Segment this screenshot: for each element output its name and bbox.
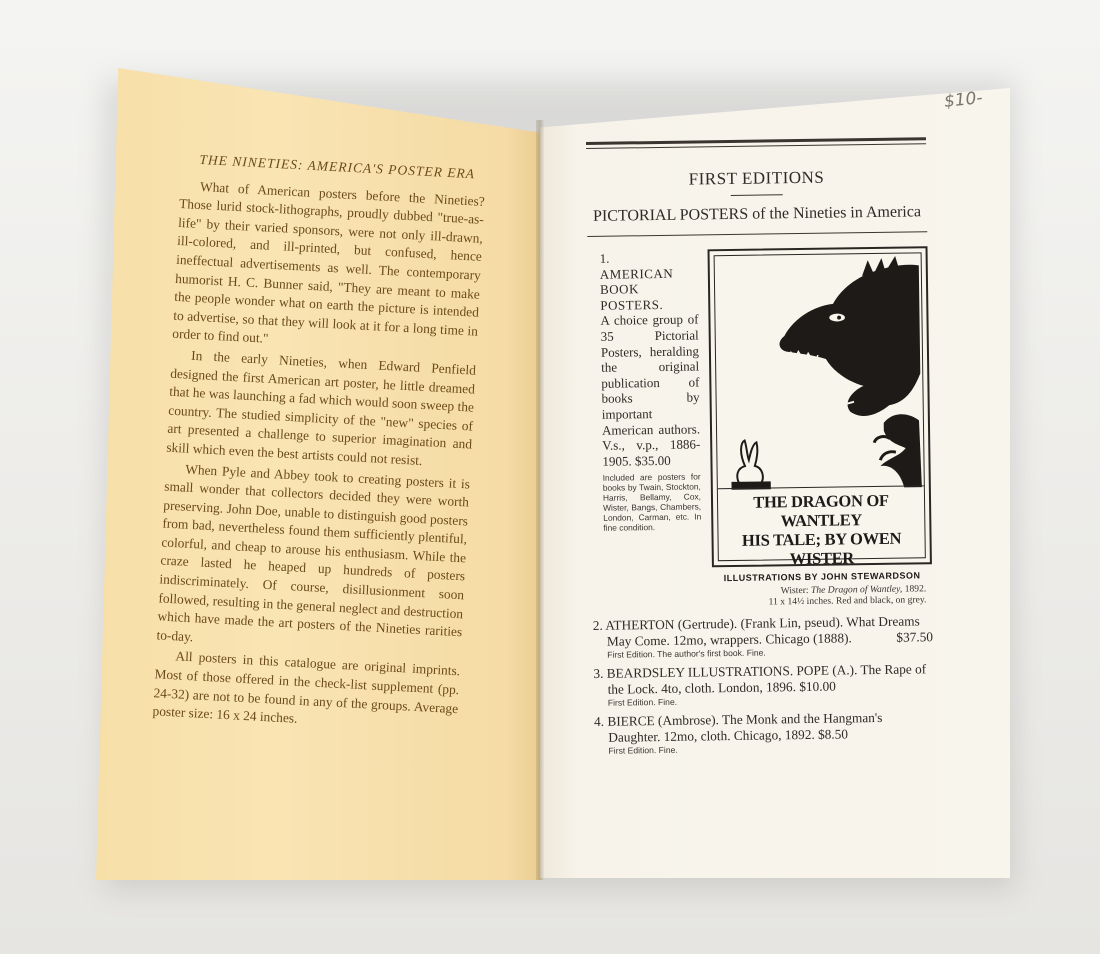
item-1-number: 1.	[599, 250, 610, 266]
catalogue-entry-3	[593, 661, 934, 709]
book-gutter	[536, 120, 544, 880]
catalogue-entry-2	[593, 613, 934, 661]
caption-year: 1892.	[904, 583, 927, 595]
caption-details: 11 x 14½ inches. Red and black, on grey.	[768, 594, 927, 608]
catalogue-item-1	[588, 246, 933, 586]
poster-title-line2: HIS TALE; BY OWEN WISTER	[741, 528, 902, 569]
entry-2-price: $37.50	[896, 629, 934, 645]
entry-2-text: 2. ATHERTON (Gertrude). (Frank Lin, pseud). What Dreams May Come. 12mo, wrappers. Chicago (1888).	[592, 613, 920, 649]
poster-caption	[592, 583, 926, 610]
paragraph-2: In the early Nineties, when Edward Penfield designed the first American art poster, he little dreamed that he was launching a fad which would soon sweep the country. The studied simplicity of the "new" species of art presented a challenge to superior imagination and skill which even the best artists could not resist.	[166, 347, 477, 468]
left-page-title: THE NINETIES: AMERICA'S POSTER ERA	[199, 151, 476, 182]
caption-author: Wister:	[780, 584, 809, 597]
entry-3-text: 3. BEARDSLEY ILLUSTRATIONS. POPE (A.). The Rape of the Lock. 4to, cloth. London, 1896. $10.00	[593, 661, 927, 697]
entry-4-text: 4. BIERCE (Ambrose). The Monk and the Hangman's Daughter. 12mo, cloth. Chicago, 1892. $8.50	[593, 709, 883, 745]
entry-4-note: First Edition. Fine.	[608, 744, 678, 756]
section-subheading: PICTORIAL POSTERS of the Nineties in America	[592, 203, 922, 225]
paragraph-1: What of American posters before the Nineties? Those lurid stock-lithographs, proudly dubbed "true-as-life" by their varied sponsors, were not only ill-drawn, ill-colored, and ill-printed, but confused, hence ineffectual advertisements as well. The contemporary humorist H. C. Bunner said, "They are meant to make the people wonder what on earth the picture is intended to advertise, so that they will look at it for a long time in order to find out."	[171, 178, 486, 347]
item-1-title-line: BOOK	[599, 281, 640, 298]
right-page-content	[586, 137, 935, 762]
catalogue-entry-4	[594, 709, 935, 757]
short-divider	[731, 194, 783, 196]
item-1-text	[600, 249, 702, 533]
entry-3-note: First Edition. Fine.	[607, 696, 678, 708]
poster-title-line3: ILLUSTRATIONS BY JOHN STEWARDSON	[723, 570, 921, 584]
entry-2-note: First Edition. The author's first book. Fine.	[607, 647, 766, 660]
poster-title-block	[718, 485, 925, 584]
section-heading: FIRST EDITIONS	[688, 167, 825, 189]
item-1-title-line: AMERICAN	[599, 265, 674, 282]
dragon-poster-image	[708, 246, 932, 584]
handwritten-price: $10-	[943, 88, 984, 112]
item-1-description: A choice group of 35 Pictorial Posters, heralding the original publication of books by important American authors. V.s., v.p., 1886-1905. $35.00	[600, 311, 701, 469]
paragraph-3: When Pyle and Abbey took to creating posters it is small wonder that collectors decided they were worth preserving. John Doe, unable to distinguish good posters from bad, nevertheless found them sufficiently plentiful, colorful, and cheap to arouse his enthusiasm. While the craze lasted he heaped up hundreds of posters indiscriminately. Of course, disillusionment soon followed, resulting in the general neglect and destruction which have made the art posters of the Nineties rarities to-day.	[156, 461, 471, 645]
item-1-note: Included are posters for books by Twain, Stockton, Harris, Bellamy, Cox, Wister, Bangs, Chambers, London, Carman, etc. In fine condition.	[602, 471, 702, 534]
dragon-illustration	[715, 253, 924, 492]
left-page-text	[152, 150, 487, 737]
poster-title-line1: THE DRAGON OF WANTLEY	[753, 490, 889, 531]
mid-rule	[587, 231, 927, 237]
paragraph-4: All posters in this catalogue are original imprints. Most of those offered in the check-list supplement (pp. 24-32) are not to be found in any of the groups. Average poster size: 16 x 24 inches.	[152, 648, 461, 727]
item-1-title-line: POSTERS.	[600, 296, 664, 313]
caption-title: The Dragon of Wantley,	[810, 583, 903, 596]
